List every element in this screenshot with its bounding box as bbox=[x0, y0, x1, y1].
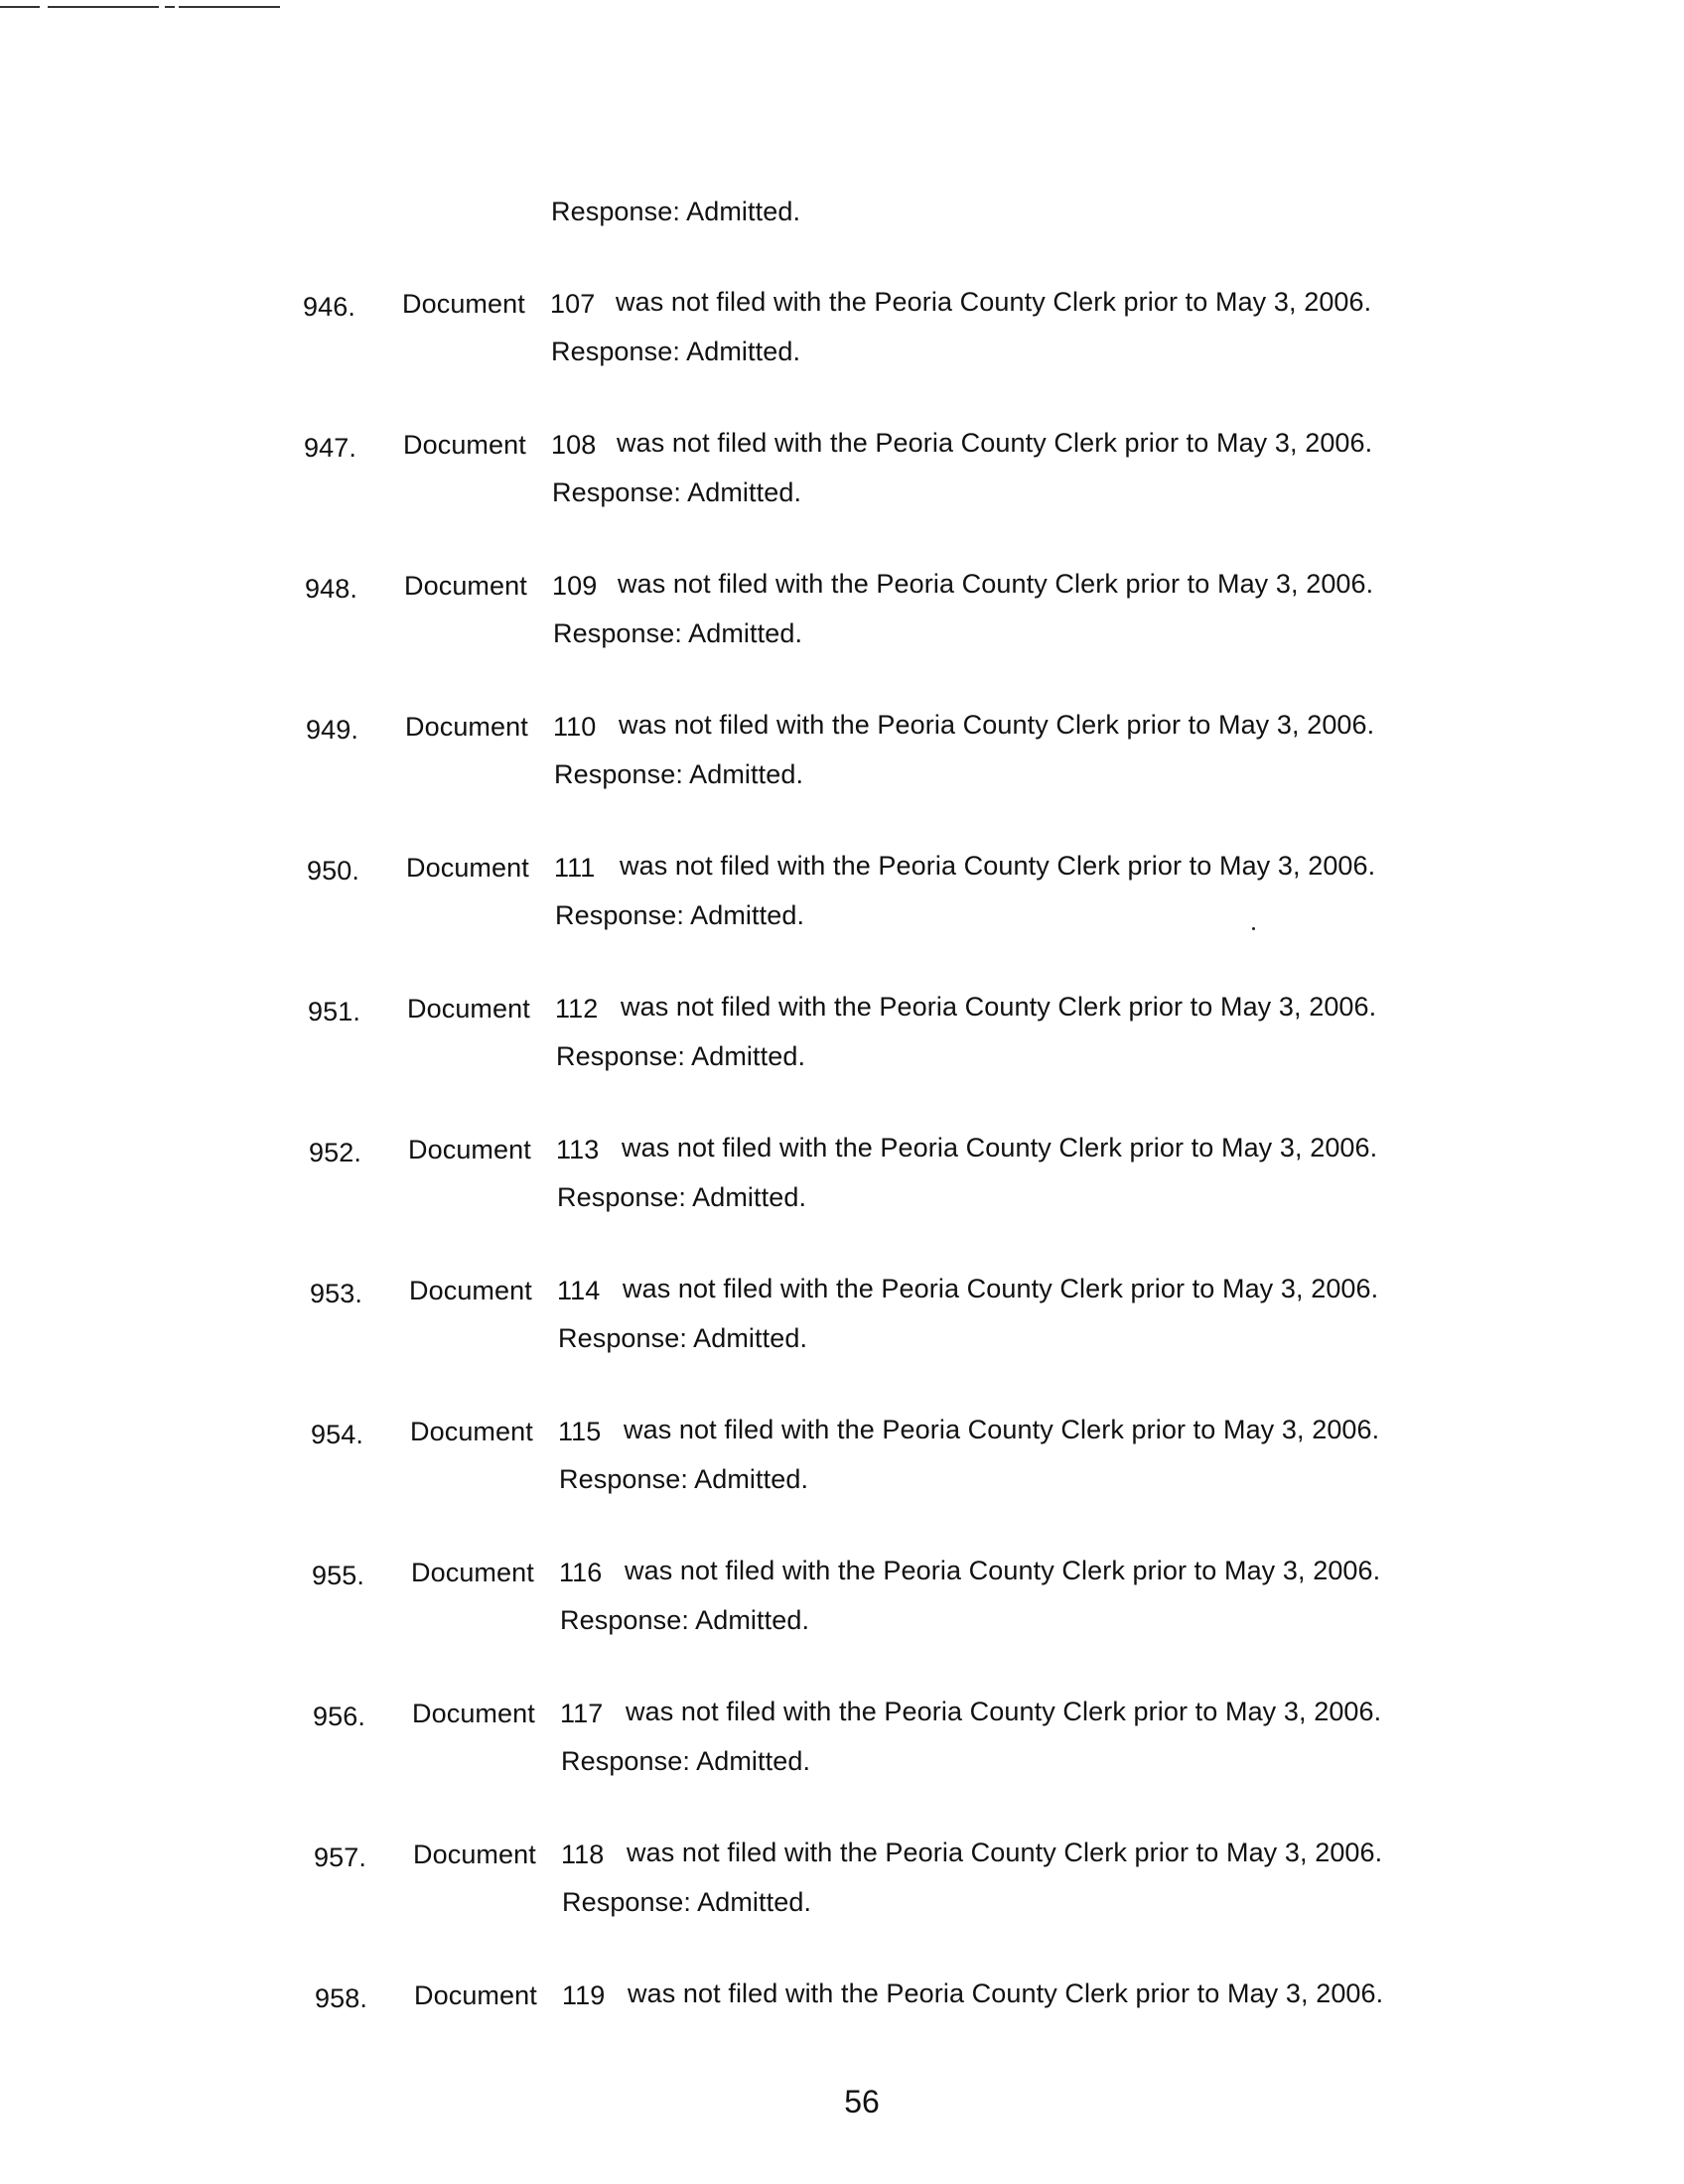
item-number: 946. bbox=[303, 292, 355, 322]
item-document-label: Document bbox=[408, 1135, 531, 1164]
item-response: Response: Admitted. bbox=[561, 1746, 811, 1776]
item-statement: was not filed with the Peoria County Clerk prior to May 3, 2006. bbox=[617, 428, 1373, 458]
item-number: 948. bbox=[305, 574, 357, 604]
item-document-number: 107 bbox=[550, 289, 596, 319]
scan-artifact-line bbox=[165, 6, 175, 8]
item-document-label: Document bbox=[407, 994, 530, 1024]
item-response: Response: Admitted. bbox=[552, 478, 802, 507]
item-response: Response: Admitted. bbox=[559, 1464, 809, 1494]
item-document-label: Document bbox=[403, 430, 526, 460]
item-document-label: Document bbox=[402, 289, 525, 319]
item-statement: was not filed with the Peoria County Clerk prior to May 3, 2006. bbox=[621, 992, 1377, 1022]
item-number: 952. bbox=[309, 1138, 361, 1167]
item-number: 949. bbox=[306, 715, 358, 745]
item-document-number: 119 bbox=[562, 1980, 606, 2010]
item-statement: was not filed with the Peoria County Clerk prior to May 3, 2006. bbox=[622, 1133, 1378, 1162]
item-number: 953. bbox=[310, 1279, 362, 1308]
item-response: Response: Admitted. bbox=[551, 337, 801, 366]
item-response: Response: Admitted. bbox=[553, 618, 803, 648]
item-document-number: 110 bbox=[553, 712, 597, 742]
item-number: 958. bbox=[315, 1983, 367, 2013]
item-document-label: Document bbox=[410, 1417, 533, 1446]
scan-speck bbox=[1252, 927, 1255, 930]
item-number: 950. bbox=[307, 856, 359, 886]
item-response: Response: Admitted. bbox=[555, 900, 805, 930]
item-statement: was not filed with the Peoria County Clerk prior to May 3, 2006. bbox=[623, 1274, 1379, 1303]
item-number: 956. bbox=[313, 1702, 365, 1731]
scan-artifact-line bbox=[0, 6, 40, 8]
item-document-number: 108 bbox=[551, 430, 597, 460]
item-document-number: 115 bbox=[558, 1417, 602, 1446]
item-response: Response: Admitted. bbox=[557, 1182, 807, 1212]
scan-artifact-line bbox=[48, 6, 159, 8]
item-statement: was not filed with the Peoria County Clerk prior to May 3, 2006. bbox=[627, 1838, 1383, 1867]
scan-artifact-line bbox=[179, 6, 280, 8]
item-document-number: 112 bbox=[555, 994, 599, 1024]
item-document-label: Document bbox=[404, 571, 527, 601]
item-statement: was not filed with the Peoria County Clerk prior to May 3, 2006. bbox=[619, 710, 1375, 740]
item-number: 951. bbox=[308, 997, 360, 1026]
item-number: 954. bbox=[311, 1420, 363, 1449]
item-statement: was not filed with the Peoria County Clerk prior to May 3, 2006. bbox=[625, 1556, 1381, 1585]
item-statement: was not filed with the Peoria County Clerk prior to May 3, 2006. bbox=[620, 851, 1376, 881]
item-number: 947. bbox=[304, 433, 356, 463]
item-document-label: Document bbox=[412, 1699, 535, 1728]
item-document-number: 113 bbox=[556, 1135, 600, 1164]
item-document-number: 117 bbox=[560, 1699, 604, 1728]
item-statement: was not filed with the Peoria County Clerk prior to May 3, 2006. bbox=[624, 1415, 1380, 1444]
item-statement: was not filed with the Peoria County Clerk prior to May 3, 2006. bbox=[626, 1697, 1382, 1726]
item-statement: was not filed with the Peoria County Clerk prior to May 3, 2006. bbox=[628, 1979, 1384, 2008]
item-document-label: Document bbox=[405, 712, 528, 742]
item-document-label: Document bbox=[406, 853, 529, 883]
item-statement: was not filed with the Peoria County Clerk prior to May 3, 2006. bbox=[616, 287, 1372, 317]
item-document-number: 116 bbox=[559, 1558, 603, 1587]
item-document-number: 118 bbox=[561, 1840, 605, 1869]
item-document-number: 111 bbox=[554, 853, 596, 883]
item-response: Response: Admitted. bbox=[556, 1041, 806, 1071]
page-number: 56 bbox=[844, 2084, 880, 2119]
item-document-number: 109 bbox=[552, 571, 598, 601]
item-response: Response: Admitted. bbox=[562, 1887, 812, 1917]
carryover-response: Response: Admitted. bbox=[551, 197, 801, 226]
item-document-label: Document bbox=[409, 1276, 532, 1305]
item-response: Response: Admitted. bbox=[558, 1323, 808, 1353]
item-document-label: Document bbox=[414, 1980, 537, 2010]
item-number: 957. bbox=[314, 1843, 366, 1872]
item-number: 955. bbox=[312, 1561, 364, 1590]
item-document-label: Document bbox=[413, 1840, 536, 1869]
item-statement: was not filed with the Peoria County Clerk prior to May 3, 2006. bbox=[618, 569, 1374, 599]
item-document-number: 114 bbox=[557, 1276, 601, 1305]
item-response: Response: Admitted. bbox=[554, 759, 804, 789]
item-response: Response: Admitted. bbox=[560, 1605, 810, 1635]
item-document-label: Document bbox=[411, 1558, 534, 1587]
